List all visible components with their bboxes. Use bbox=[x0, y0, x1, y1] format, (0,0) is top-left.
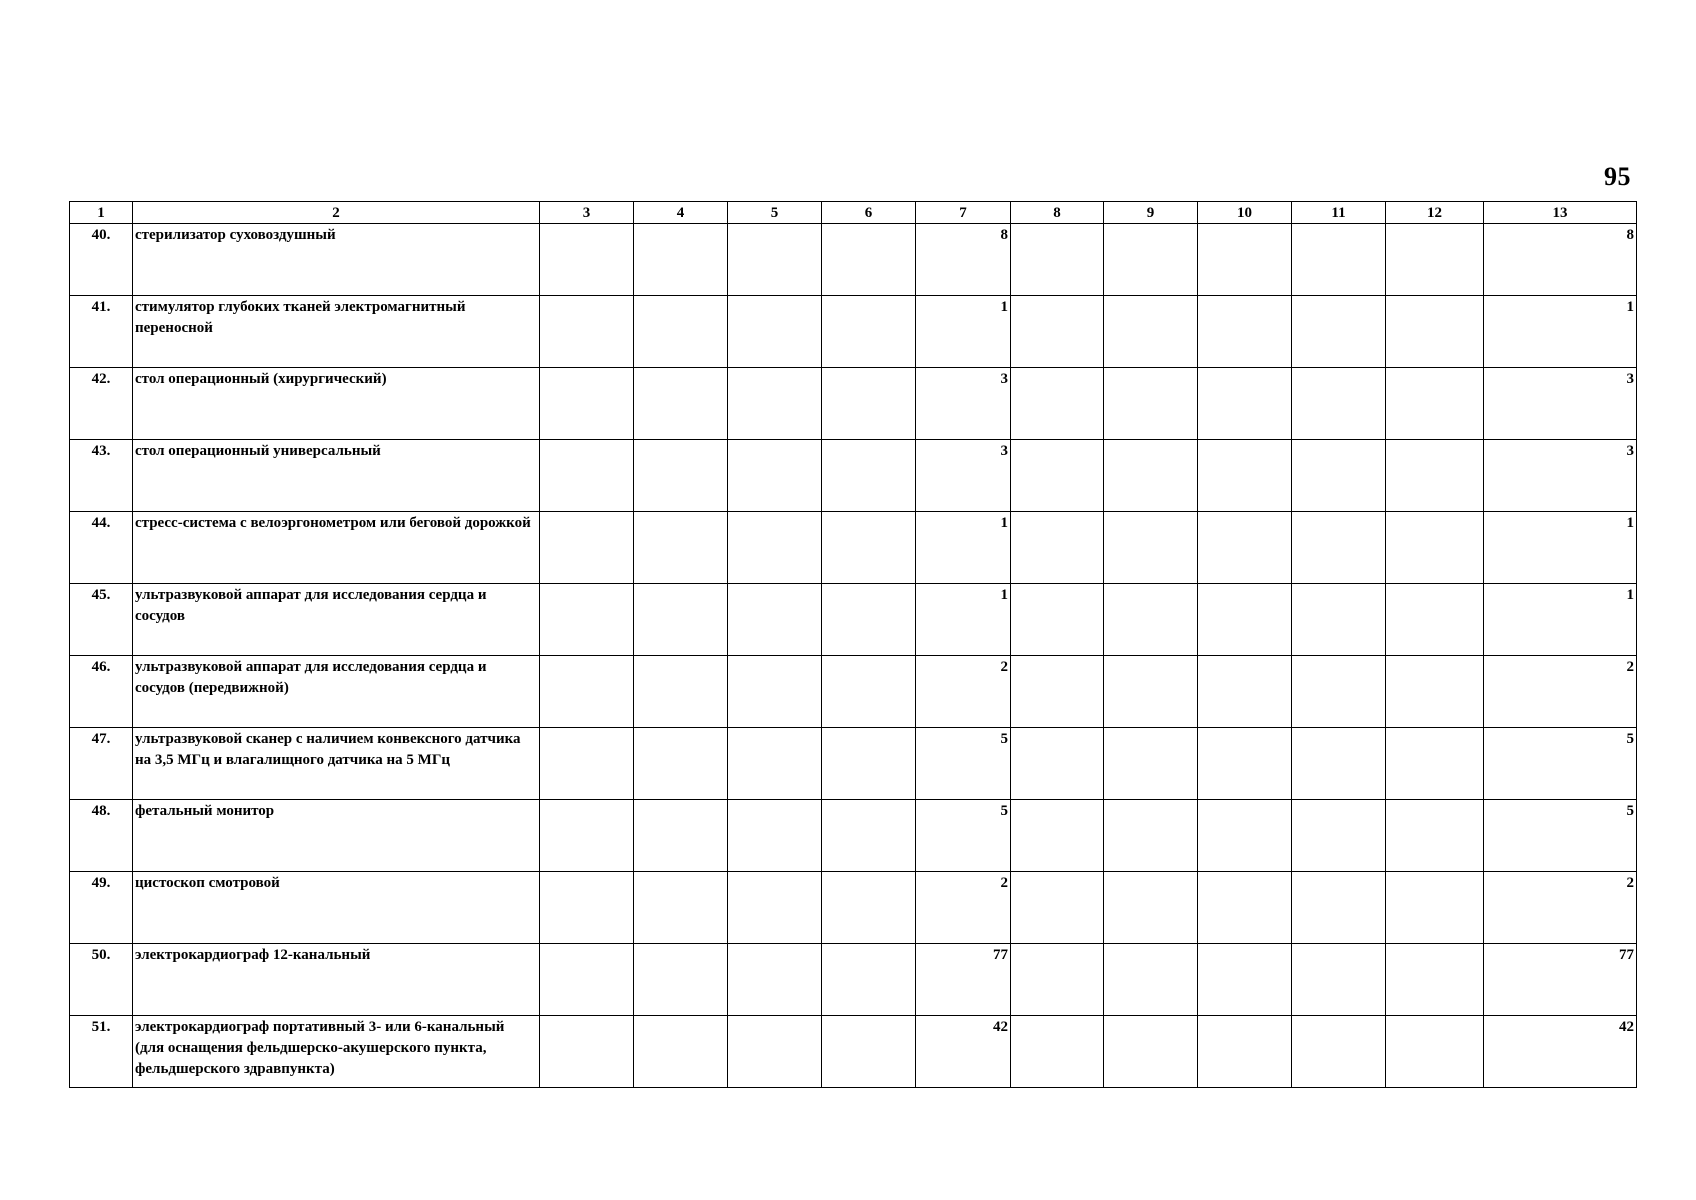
empty-cell bbox=[1386, 512, 1484, 584]
value-col-13: 8 bbox=[1484, 224, 1637, 296]
empty-cell bbox=[1104, 872, 1198, 944]
empty-cell bbox=[634, 296, 728, 368]
equipment-name: стерилизатор суховоздушный bbox=[133, 224, 540, 296]
empty-cell bbox=[634, 872, 728, 944]
empty-cell bbox=[1198, 656, 1292, 728]
empty-cell bbox=[1011, 1016, 1104, 1088]
empty-cell bbox=[728, 728, 822, 800]
equipment-table bbox=[69, 201, 1637, 1088]
header-cell: 9 bbox=[1104, 202, 1198, 224]
value-col-7: 8 bbox=[916, 224, 1011, 296]
empty-cell bbox=[1104, 656, 1198, 728]
empty-cell bbox=[540, 728, 634, 800]
empty-cell bbox=[728, 872, 822, 944]
value-col-13: 42 bbox=[1484, 1016, 1637, 1088]
value-col-7: 3 bbox=[916, 368, 1011, 440]
empty-cell bbox=[1292, 368, 1386, 440]
empty-cell bbox=[634, 224, 728, 296]
empty-cell bbox=[1386, 656, 1484, 728]
header-row bbox=[70, 202, 1637, 224]
table-row bbox=[70, 512, 1637, 584]
table-row bbox=[70, 944, 1637, 1016]
empty-cell bbox=[1011, 512, 1104, 584]
value-col-13: 3 bbox=[1484, 368, 1637, 440]
empty-cell bbox=[822, 224, 916, 296]
empty-cell bbox=[822, 656, 916, 728]
empty-cell bbox=[1104, 440, 1198, 512]
empty-cell bbox=[728, 944, 822, 1016]
empty-cell bbox=[822, 584, 916, 656]
row-number: 41. bbox=[70, 296, 133, 368]
empty-cell bbox=[1011, 368, 1104, 440]
empty-cell bbox=[540, 1016, 634, 1088]
header-cell: 4 bbox=[634, 202, 728, 224]
value-col-13: 77 bbox=[1484, 944, 1637, 1016]
empty-cell bbox=[1386, 296, 1484, 368]
value-col-13: 3 bbox=[1484, 440, 1637, 512]
empty-cell bbox=[1292, 728, 1386, 800]
empty-cell bbox=[1011, 800, 1104, 872]
empty-cell bbox=[1386, 368, 1484, 440]
page-number: 95 bbox=[1604, 162, 1631, 191]
value-col-7: 5 bbox=[916, 728, 1011, 800]
empty-cell bbox=[822, 512, 916, 584]
value-col-7: 1 bbox=[916, 584, 1011, 656]
row-number: 50. bbox=[70, 944, 133, 1016]
empty-cell bbox=[1292, 584, 1386, 656]
empty-cell bbox=[540, 368, 634, 440]
empty-cell bbox=[822, 728, 916, 800]
empty-cell bbox=[822, 368, 916, 440]
value-col-7: 42 bbox=[916, 1016, 1011, 1088]
empty-cell bbox=[1198, 728, 1292, 800]
empty-cell bbox=[1292, 440, 1386, 512]
empty-cell bbox=[634, 1016, 728, 1088]
empty-cell bbox=[1198, 224, 1292, 296]
table-row bbox=[70, 872, 1637, 944]
empty-cell bbox=[1104, 584, 1198, 656]
empty-cell bbox=[540, 944, 634, 1016]
empty-cell bbox=[634, 512, 728, 584]
value-col-7: 2 bbox=[916, 656, 1011, 728]
value-col-7: 77 bbox=[916, 944, 1011, 1016]
equipment-name: ультразвуковой сканер с наличием конвексного датчика на 3,5 МГц и влагалищного датчика на 5 МГц bbox=[133, 728, 540, 800]
header-cell: 8 bbox=[1011, 202, 1104, 224]
empty-cell bbox=[1011, 440, 1104, 512]
row-number: 46. bbox=[70, 656, 133, 728]
empty-cell bbox=[1292, 1016, 1386, 1088]
empty-cell bbox=[1292, 224, 1386, 296]
value-col-7: 5 bbox=[916, 800, 1011, 872]
empty-cell bbox=[1198, 872, 1292, 944]
empty-cell bbox=[1386, 440, 1484, 512]
empty-cell bbox=[822, 944, 916, 1016]
value-col-7: 2 bbox=[916, 872, 1011, 944]
row-number: 47. bbox=[70, 728, 133, 800]
equipment-name: стол операционный универсальный bbox=[133, 440, 540, 512]
row-number: 43. bbox=[70, 440, 133, 512]
equipment-name: стресс-система с велоэргонометром или беговой дорожкой bbox=[133, 512, 540, 584]
value-col-13: 5 bbox=[1484, 728, 1637, 800]
header-cell: 2 bbox=[133, 202, 540, 224]
empty-cell bbox=[728, 512, 822, 584]
empty-cell bbox=[1011, 224, 1104, 296]
empty-cell bbox=[1198, 584, 1292, 656]
equipment-name: стимулятор глубоких тканей электромагнитный переносной bbox=[133, 296, 540, 368]
header-cell: 7 bbox=[916, 202, 1011, 224]
empty-cell bbox=[1292, 296, 1386, 368]
equipment-name: электрокардиограф 12-канальный bbox=[133, 944, 540, 1016]
table-row bbox=[70, 656, 1637, 728]
table-row bbox=[70, 800, 1637, 872]
empty-cell bbox=[1386, 1016, 1484, 1088]
header-cell: 3 bbox=[540, 202, 634, 224]
empty-cell bbox=[540, 224, 634, 296]
empty-cell bbox=[1198, 944, 1292, 1016]
empty-cell bbox=[1104, 512, 1198, 584]
empty-cell bbox=[728, 296, 822, 368]
table-row bbox=[70, 368, 1637, 440]
empty-cell bbox=[540, 512, 634, 584]
empty-cell bbox=[1011, 296, 1104, 368]
empty-cell bbox=[1386, 872, 1484, 944]
empty-cell bbox=[1104, 368, 1198, 440]
empty-cell bbox=[634, 800, 728, 872]
empty-cell bbox=[1386, 584, 1484, 656]
value-col-7: 1 bbox=[916, 512, 1011, 584]
empty-cell bbox=[1104, 296, 1198, 368]
empty-cell bbox=[1104, 800, 1198, 872]
empty-cell bbox=[1198, 440, 1292, 512]
empty-cell bbox=[540, 656, 634, 728]
row-number: 45. bbox=[70, 584, 133, 656]
empty-cell bbox=[540, 872, 634, 944]
empty-cell bbox=[1011, 944, 1104, 1016]
header-cell: 6 bbox=[822, 202, 916, 224]
empty-cell bbox=[728, 440, 822, 512]
header-cell: 12 bbox=[1386, 202, 1484, 224]
equipment-name: электрокардиограф портативный 3- или 6-канальный (для оснащения фельдшерско-акушерского пункта, фельдшерского здравпункта) bbox=[133, 1016, 540, 1088]
value-col-13: 1 bbox=[1484, 512, 1637, 584]
table-row bbox=[70, 728, 1637, 800]
value-col-7: 1 bbox=[916, 296, 1011, 368]
equipment-name: фетальный монитор bbox=[133, 800, 540, 872]
empty-cell bbox=[1198, 368, 1292, 440]
empty-cell bbox=[540, 296, 634, 368]
empty-cell bbox=[1011, 584, 1104, 656]
value-col-7: 3 bbox=[916, 440, 1011, 512]
empty-cell bbox=[540, 584, 634, 656]
empty-cell bbox=[1011, 656, 1104, 728]
header-cell: 11 bbox=[1292, 202, 1386, 224]
empty-cell bbox=[822, 296, 916, 368]
header-cell: 5 bbox=[728, 202, 822, 224]
row-number: 42. bbox=[70, 368, 133, 440]
empty-cell bbox=[822, 440, 916, 512]
empty-cell bbox=[1198, 800, 1292, 872]
empty-cell bbox=[1292, 512, 1386, 584]
empty-cell bbox=[1104, 224, 1198, 296]
header-cell: 13 bbox=[1484, 202, 1637, 224]
header-cell: 10 bbox=[1198, 202, 1292, 224]
empty-cell bbox=[728, 1016, 822, 1088]
value-col-13: 5 bbox=[1484, 800, 1637, 872]
empty-cell bbox=[728, 584, 822, 656]
row-number: 48. bbox=[70, 800, 133, 872]
value-col-13: 2 bbox=[1484, 656, 1637, 728]
value-col-13: 1 bbox=[1484, 584, 1637, 656]
empty-cell bbox=[1198, 512, 1292, 584]
table-row bbox=[70, 224, 1637, 296]
empty-cell bbox=[634, 656, 728, 728]
value-col-13: 1 bbox=[1484, 296, 1637, 368]
table-row bbox=[70, 1016, 1637, 1088]
empty-cell bbox=[634, 440, 728, 512]
empty-cell bbox=[1386, 800, 1484, 872]
empty-cell bbox=[728, 368, 822, 440]
empty-cell bbox=[1104, 728, 1198, 800]
equipment-name: ультразвуковой аппарат для исследования сердца и сосудов (передвижной) bbox=[133, 656, 540, 728]
empty-cell bbox=[1292, 800, 1386, 872]
empty-cell bbox=[1104, 1016, 1198, 1088]
row-number: 49. bbox=[70, 872, 133, 944]
empty-cell bbox=[1011, 728, 1104, 800]
empty-cell bbox=[728, 800, 822, 872]
equipment-name: цистоскоп смотровой bbox=[133, 872, 540, 944]
empty-cell bbox=[728, 656, 822, 728]
empty-cell bbox=[1292, 656, 1386, 728]
empty-cell bbox=[1292, 944, 1386, 1016]
table-row bbox=[70, 440, 1637, 512]
table-row bbox=[70, 584, 1637, 656]
empty-cell bbox=[822, 1016, 916, 1088]
empty-cell bbox=[1386, 728, 1484, 800]
row-number: 51. bbox=[70, 1016, 133, 1088]
empty-cell bbox=[1011, 872, 1104, 944]
empty-cell bbox=[822, 872, 916, 944]
empty-cell bbox=[540, 800, 634, 872]
empty-cell bbox=[540, 440, 634, 512]
row-number: 40. bbox=[70, 224, 133, 296]
empty-cell bbox=[1292, 872, 1386, 944]
empty-cell bbox=[634, 728, 728, 800]
empty-cell bbox=[634, 584, 728, 656]
value-col-13: 2 bbox=[1484, 872, 1637, 944]
empty-cell bbox=[728, 224, 822, 296]
empty-cell bbox=[634, 944, 728, 1016]
row-number: 44. bbox=[70, 512, 133, 584]
empty-cell bbox=[634, 368, 728, 440]
equipment-name: стол операционный (хирургический) bbox=[133, 368, 540, 440]
empty-cell bbox=[1386, 944, 1484, 1016]
empty-cell bbox=[1386, 224, 1484, 296]
header-cell: 1 bbox=[70, 202, 133, 224]
empty-cell bbox=[822, 800, 916, 872]
empty-cell bbox=[1104, 944, 1198, 1016]
equipment-name: ультразвуковой аппарат для исследования сердца и сосудов bbox=[133, 584, 540, 656]
empty-cell bbox=[1198, 296, 1292, 368]
table-row bbox=[70, 296, 1637, 368]
empty-cell bbox=[1198, 1016, 1292, 1088]
